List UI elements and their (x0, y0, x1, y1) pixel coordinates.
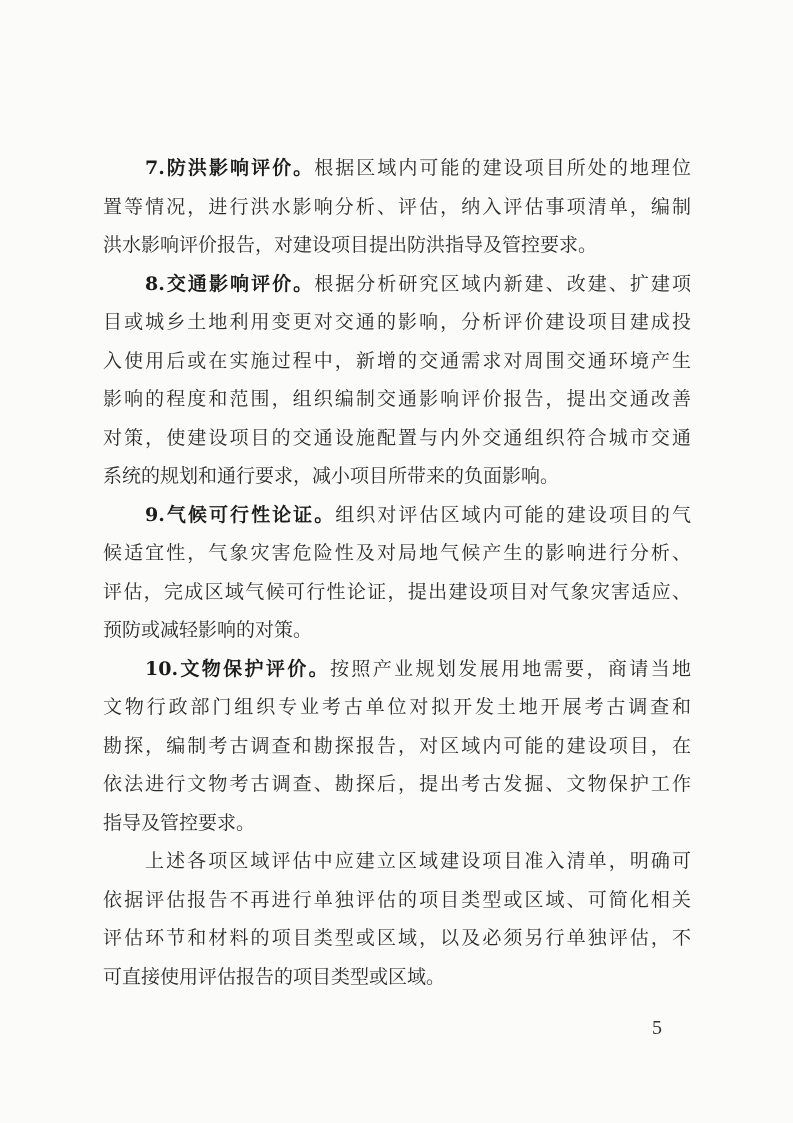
text-line (103, 765, 691, 804)
text-line (103, 688, 691, 727)
text-line (103, 919, 691, 958)
line-text: 目或城乡土地利用变更对交通的影响，分析评价建设项目建成投 (103, 311, 691, 333)
line-text: 勘探，编制考古调查和勘探报告，对区域内可能的建设项目，在 (103, 734, 691, 757)
text-line (103, 342, 691, 381)
text-line (103, 650, 691, 689)
text-line (103, 573, 691, 612)
line-text: 根据区域内可能的建设项目所处的地理位 (314, 157, 691, 179)
text-line (103, 303, 691, 342)
text-line (103, 534, 691, 573)
text-line (103, 804, 691, 843)
text-line (103, 958, 691, 997)
paragraph (103, 149, 691, 265)
paragraph (103, 265, 691, 496)
line-text: 可直接使用评估报告的项目类型或区域。 (103, 965, 446, 988)
text-line (103, 727, 691, 766)
line-text: 组织对评估区域内可能的建设项目的气 (335, 503, 691, 526)
section-heading: 10.文物保护评价。 (145, 657, 331, 680)
line-text: 评估环节和材料的项目类型或区域，以及必须另行单独评估，不 (103, 927, 691, 949)
paragraph (103, 650, 691, 843)
text-line (103, 611, 691, 650)
text-line (103, 419, 691, 458)
line-text: 候适宜性，气象灾害危险性及对局地气候产生的影响进行分析、 (103, 542, 691, 564)
line-text: 依法进行文物考古调查、勘探后，提出考古发掘、文物保护工作 (103, 773, 691, 795)
line-text: 依据评估报告不再进行单独评估的项目类型或区域、可简化相关 (103, 888, 691, 911)
document-body (103, 149, 691, 996)
section-heading: 8.交通影响评价。 (145, 272, 315, 295)
page-number: 5 (652, 1017, 662, 1039)
text-line (103, 265, 691, 304)
text-line (103, 496, 691, 535)
line-text: 洪水影响评价报告，对建设项目提出防洪指导及管控要求。 (103, 234, 598, 256)
line-text: 上述各项区域评估中应建立区域建设项目准入清单，明确可 (145, 850, 691, 872)
line-text: 指导及管控要求。 (103, 811, 256, 834)
line-text: 置等情况，进行洪水影响分析、评估，纳入评估事项清单，编制 (103, 195, 691, 218)
line-text: 系统的规划和通行要求，减小项目所带来的负面影响。 (103, 465, 560, 487)
section-heading: 7.防洪影响评价。 (145, 157, 315, 179)
paragraph (103, 842, 691, 996)
text-line (103, 188, 691, 227)
paragraph (103, 496, 691, 650)
text-line (103, 380, 691, 419)
line-text: 预防或减轻影响的对策。 (103, 619, 313, 641)
text-line (103, 881, 691, 920)
text-line (103, 149, 691, 188)
text-line (103, 457, 691, 496)
line-text: 评估，完成区域气候可行性论证，提出建设项目对气象灾害适应、 (103, 580, 691, 603)
text-line (103, 842, 691, 881)
line-text: 入使用后或在实施过程中，新增的交通需求对周围交通环境产生 (103, 349, 691, 372)
line-text: 影响的程度和范围，组织编制交通影响评价报告，提出交通改善 (103, 388, 691, 410)
text-line (103, 226, 691, 265)
line-text: 按照产业规划发展用地需要，商请当地 (330, 657, 691, 680)
section-heading: 9.气候可行性论证。 (145, 503, 336, 526)
line-text: 根据分析研究区域内新建、改建、扩建项 (314, 272, 691, 295)
line-text: 对策，使建设项目的交通设施配置与内外交通组织符合城市交通 (103, 426, 691, 449)
line-text: 文物行政部门组织专业考古单位对拟开发土地开展考古调查和 (103, 696, 691, 718)
